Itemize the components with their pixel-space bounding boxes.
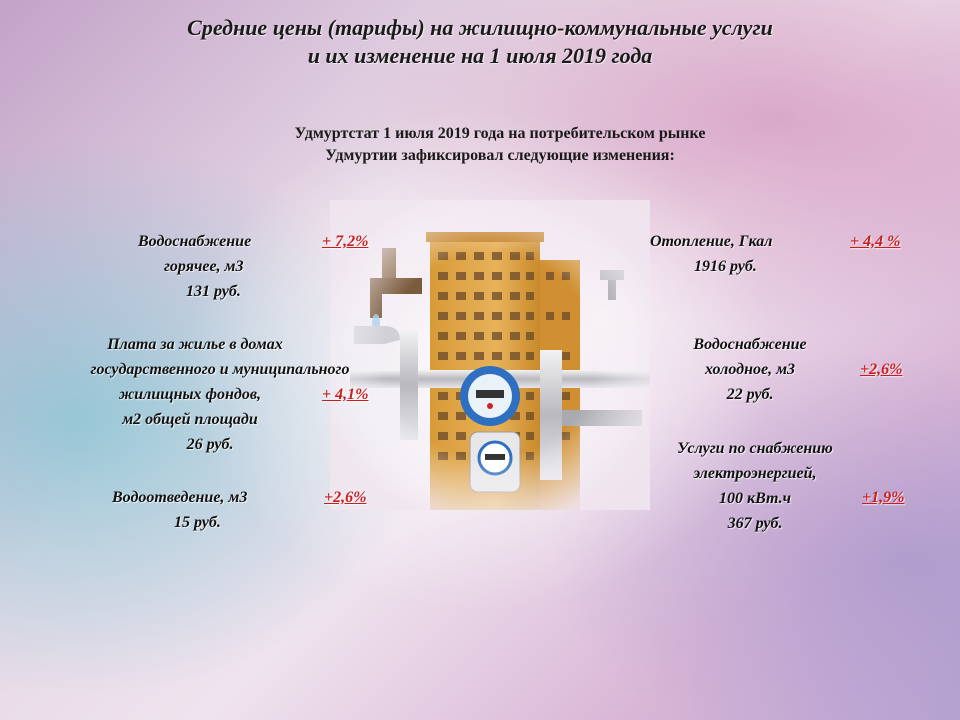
hot-water-item <box>138 229 298 304</box>
cold-water-unit: холодное, м3 <box>704 361 796 378</box>
sewerage-item <box>112 485 312 535</box>
cold-water-item <box>660 332 840 407</box>
electricity-change: +1,9% <box>862 489 905 506</box>
housing-unit: м2 общей площади <box>122 411 258 428</box>
heating-item <box>650 229 820 279</box>
hot-water-name: Водоснабжение <box>138 233 252 250</box>
cold-water-name: Водоснабжение <box>693 336 807 353</box>
housing-price: 26 руб. <box>186 436 234 453</box>
sewerage-price: 15 руб. <box>174 514 221 531</box>
electricity-item <box>650 436 860 536</box>
heating-name: Отопление, Гкал <box>650 233 773 250</box>
housing-name-3: жилищных фондов, <box>119 386 261 403</box>
title-line-1: Средние цены (тарифы) на жилищно-коммунальные услуги <box>187 15 773 40</box>
subtitle-line-2: Удмуртии зафиксировал следующие изменения: <box>325 147 675 164</box>
subtitle-line-1: Удмуртстат 1 июля 2019 года на потребительском рынке <box>294 125 706 142</box>
page-title <box>0 14 960 70</box>
housing-name-2: государственного и муниципального <box>90 361 350 378</box>
electricity-price: 367 руб. <box>727 515 783 532</box>
electricity-name: Услуги по снабжению <box>677 440 833 457</box>
title-line-2: и их изменение на 1 июля 2019 года <box>307 43 653 68</box>
sewerage-change: +2,6% <box>324 489 367 506</box>
cold-water-change: +2,6% <box>860 361 903 378</box>
cold-water-price: 22 руб. <box>726 386 774 403</box>
hot-water-change: + 7,2% <box>322 233 369 250</box>
electricity-unit: 100 кВт.ч <box>718 490 791 507</box>
heating-change: + 4,4 % <box>850 233 901 250</box>
housing-name: Плата за жилье в домах <box>107 336 283 353</box>
sewerage-name: Водоотведение, м3 <box>112 489 248 506</box>
heating-price: 1916 руб. <box>694 258 757 275</box>
housing-change: + 4,1% <box>322 386 369 403</box>
electricity-name-2: электроэнергией, <box>693 465 817 482</box>
hot-water-price: 131 руб. <box>186 283 241 300</box>
hot-water-unit: горячее, м3 <box>164 258 244 275</box>
subtitle <box>190 123 810 167</box>
